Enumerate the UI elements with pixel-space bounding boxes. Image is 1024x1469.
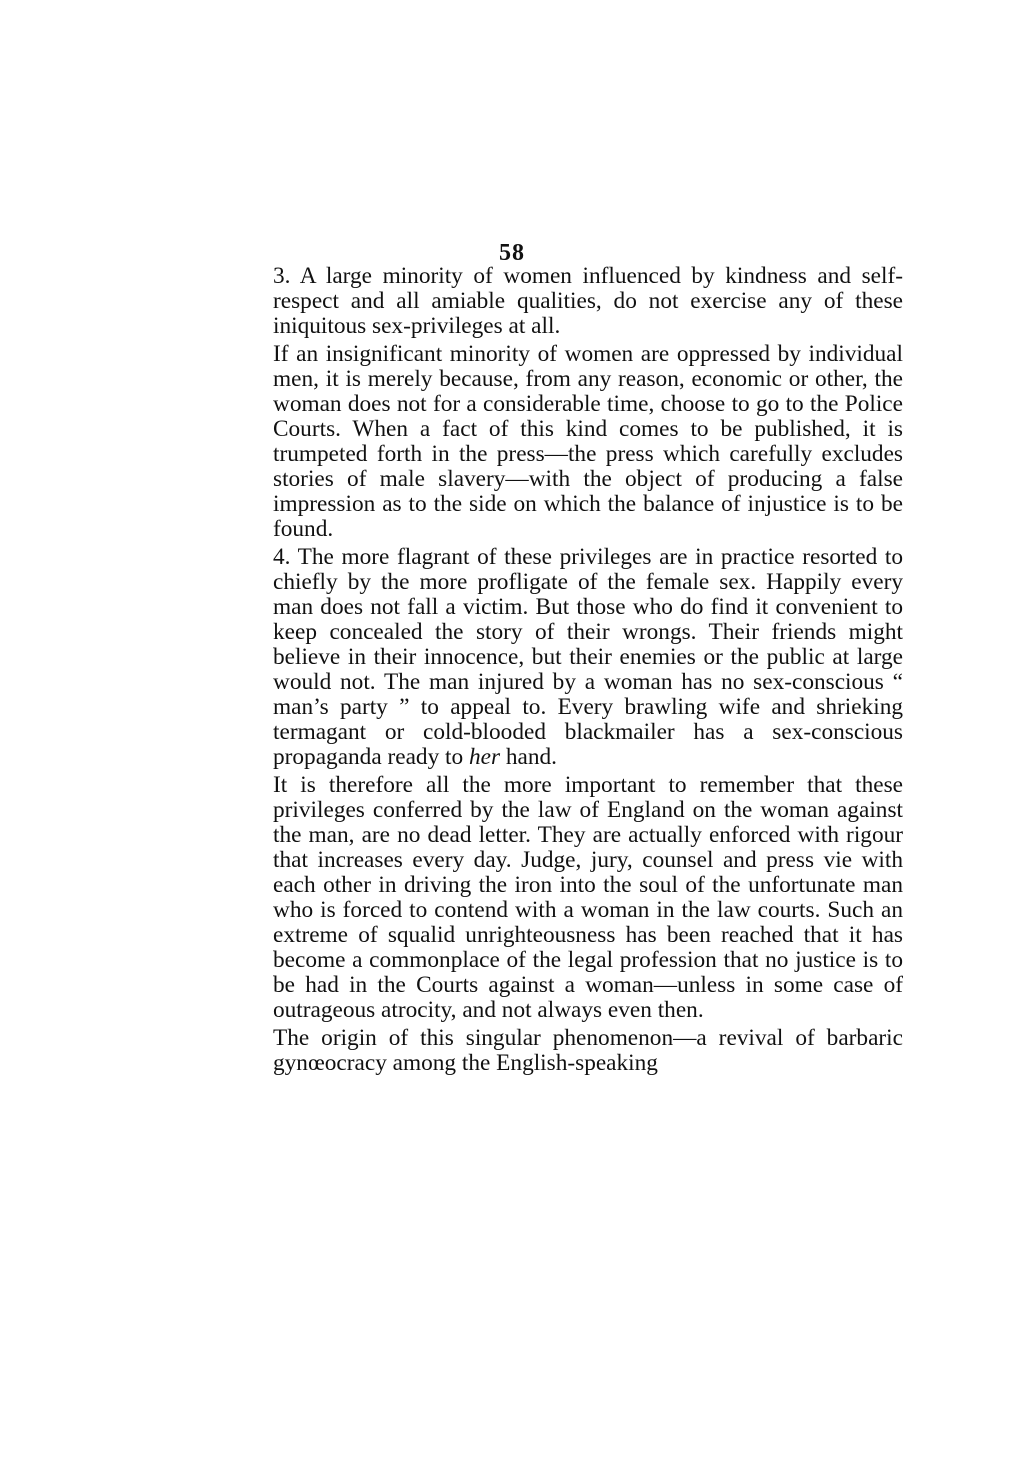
paragraph-3: 3. A large minority of women influenced by kindness and self-respect and all amiable qualities, do not exercise any of these iniquitous sex-privileges at all.: [273, 263, 903, 339]
paragraph-origin: The origin of this singular phenomenon—a revival of barbaric gynœocracy among the English-speaking: [273, 1025, 903, 1076]
body-text: [273, 262, 903, 1076]
paragraph-4: [273, 542, 903, 770]
paragraph-therefore: It is therefore all the more important to remember that these privileges conferred by the law of England on the woman against the man, are no dead letter. They are actually enforced with rigour that increases every day. Judge, jury, counsel and press vie with each other in driving the iron into the soul of the unfortunate man who is forced to contend with a woman in the law courts. Such an extreme of squalid unrighteousness has been reached that it has become a commonplace of the legal profession that no justice is to be had in the Courts against a woman—unless in some case of outrageous atrocity, and not always even then.: [273, 772, 903, 1023]
paragraph-4-text-before: 4. The more flagrant of these privileges are in practice resorted to chiefly by the more profligate of the female sex. Happily every man does not fall a victim. But those who do find it convenient to keep concealed the story of their wrongs. Their friends might believe in their innocence, but their enemies or the public at large would not. The man injured by a woman has no sex-conscious “ man’s party ” to appeal to. Every brawling wife and shrieking termagant or cold-blooded blackmailer has a sex-conscious propaganda ready to: [273, 544, 903, 770]
paragraph-oppressed-minority: If an insignificant minority of women are oppressed by individual men, it is merely because, from any reason, economic or other, the woman does not for a considerable time, choose to go to the Police Courts. When a fact of this kind comes to be published, it is trumpeted forth in the press—the press which carefully excludes stories of male slavery—with the object of producing a false impression as to the side on which the balance of injustice is to be found.: [273, 341, 903, 542]
paragraph-4-emphasis: her: [469, 744, 501, 770]
paragraph-4-text-after: hand.: [500, 744, 557, 770]
page-number: 58: [499, 240, 525, 266]
